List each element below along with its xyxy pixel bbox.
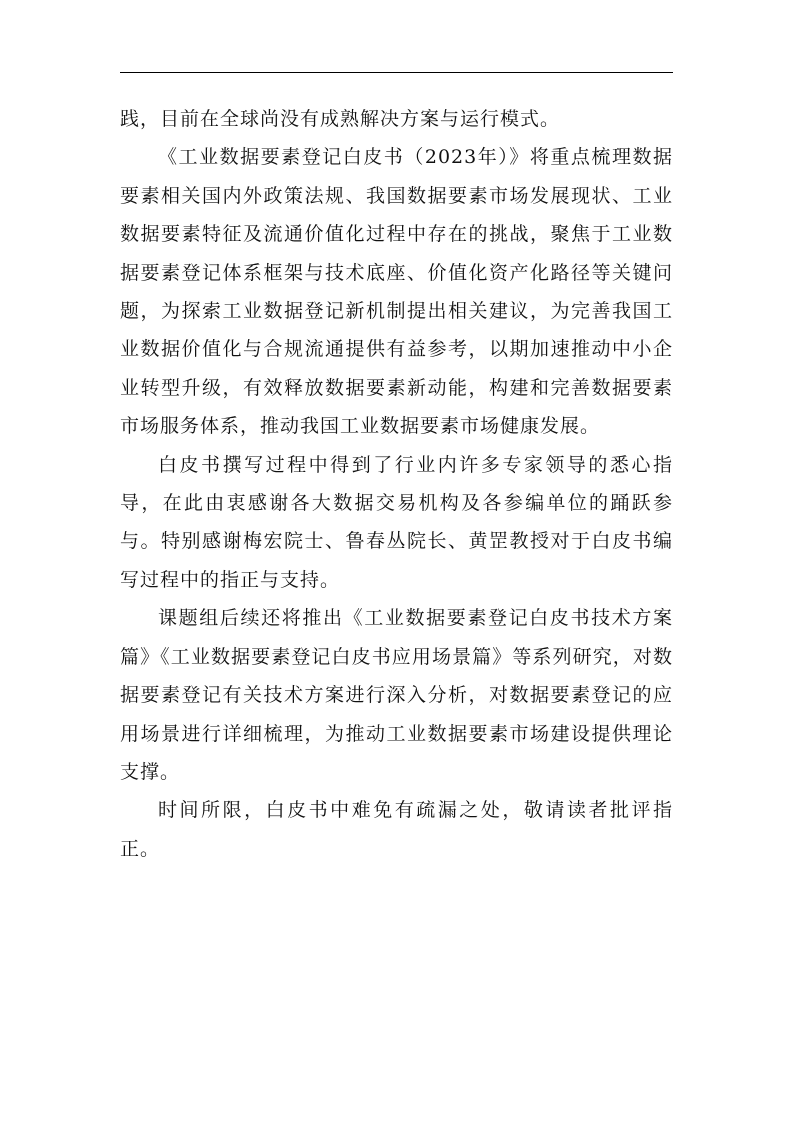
paragraph-future-work: 课题组后续还将推出《工业数据要素登记白皮书技术方案篇》《工业数据要素登记白皮书应用场景篇》等系列研究，对数据要素登记有关技术方案进行深入分析，对数据要素登记的应用场景进行详细梳理，为推动工业数据要素市场建设提供理论支撑。 [120, 607, 673, 783]
header-rule [120, 72, 673, 73]
paragraph-continued: 践，目前在全球尚没有成熟解决方案与运行模式。 [120, 108, 561, 130]
paragraph-closing-note: 时间所限，白皮书中难免有疏漏之处，敬请读者批评指正。 [120, 799, 673, 860]
paragraph-whitepaper-overview: 《工业数据要素登记白皮书（2023年）》将重点梳理数据要素相关国内外政策法规、我国数据要素市场发展现状、工业数据要素特征及流通价值化过程中存在的挑战，聚焦于工业数据要素登记体系框架与技术底座、价值化资产化路径等关键问题，为探索工业数据登记新机制提出相关建议，为完善我国工业数据价值化与合规流通提供有益参考，以期加速推动中小企业转型升级，有效释放数据要素新动能，构建和完善数据要素市场服务体系，推动我国工业数据要素市场健康发展。 [120, 146, 673, 438]
paragraph-acknowledgements: 白皮书撰写过程中得到了行业内许多专家领导的悉心指导，在此由衷感谢各大数据交易机构及各参编单位的踊跃参与。特别感谢梅宏院士、鲁春丛院长、黄罡教授对于白皮书编写过程中的指正与支持。 [120, 453, 673, 591]
document-body [120, 100, 673, 868]
